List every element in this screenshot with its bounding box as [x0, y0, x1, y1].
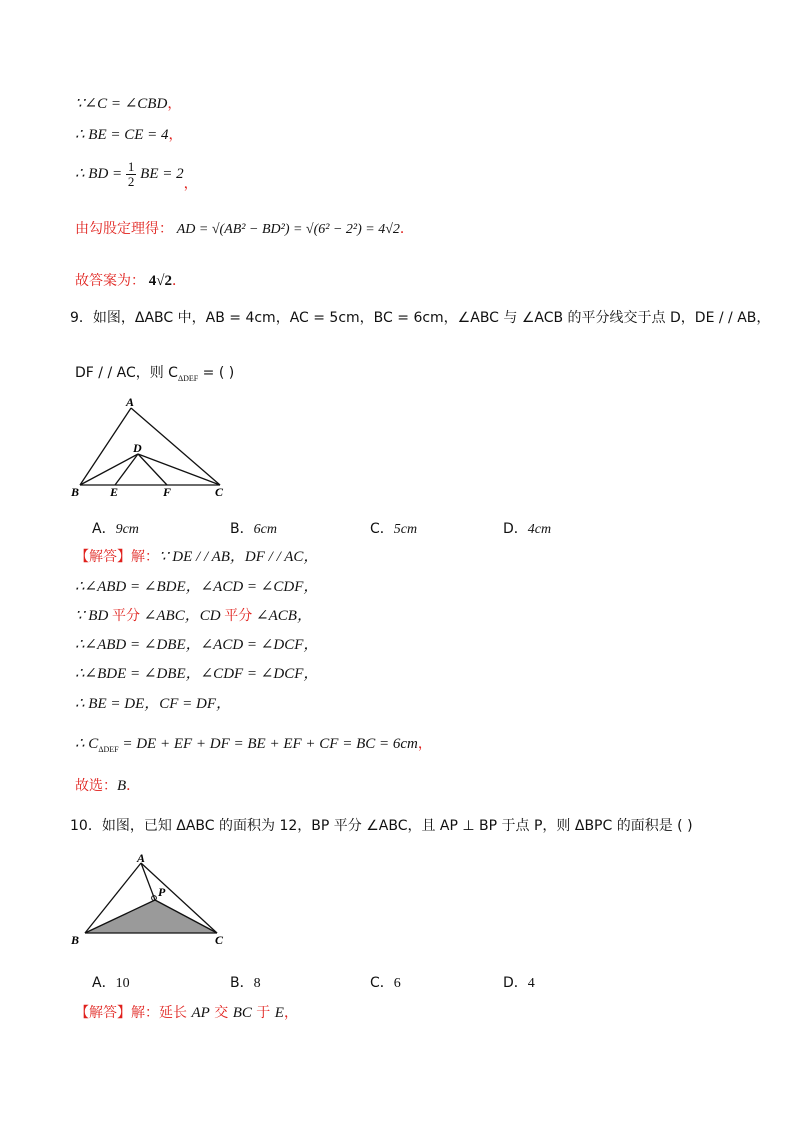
label-a: A	[126, 395, 135, 409]
proof-line-5	[75, 270, 186, 292]
proof-line-3-pre: ∴ BD =	[75, 165, 123, 182]
q9-solution-line-6	[75, 693, 231, 715]
q9-choose-line	[75, 775, 140, 797]
q9-stem-2	[75, 362, 234, 390]
pythagoras-expression: AD = √(AB² − BD²) = √(6² − 2²) = 4√2	[176, 222, 400, 237]
q9-solution-line-4	[75, 634, 318, 656]
q10-option-c[interactable]	[370, 972, 401, 992]
q10-solution-1a: 延长	[159, 1005, 192, 1021]
q9-choose-value: B	[117, 778, 127, 794]
label-e: E	[110, 485, 119, 499]
q10-option-d[interactable]	[503, 972, 535, 992]
label-p: P	[158, 885, 166, 899]
q10-solution-1f: E	[274, 1005, 284, 1021]
q9-solution-text-3e: ∠ACB，	[252, 608, 312, 624]
q9-solution-text-6: ∴ BE = DE，CF = DF，	[75, 696, 232, 712]
answer-expression: 4√2	[148, 273, 172, 289]
q9-solution-text-4: ∴∠ABD = ∠DBE，∠ACD = ∠DCF，	[75, 637, 319, 653]
proof-line-3	[75, 159, 198, 192]
pythagoras-label: 由勾股定理得：	[75, 221, 173, 237]
label-b: B	[71, 485, 80, 499]
q10-triangle-figure	[65, 850, 245, 950]
fraction-denominator: 2	[127, 174, 135, 189]
q9-solution-text-7-sub: ΔDEF	[98, 745, 119, 754]
q9-option-c[interactable]	[370, 518, 417, 538]
q9-stem	[70, 307, 770, 329]
q9-solution-text-7-punct: ，	[417, 736, 432, 752]
q9-option-d[interactable]	[503, 518, 551, 538]
q9-solution-text-3d: 平分	[224, 608, 253, 624]
label-b: B	[71, 933, 80, 947]
q10-option-b[interactable]	[230, 972, 261, 992]
q9-option-d-value: 4cm	[527, 522, 552, 537]
q9-answer-jie: 解：	[131, 549, 159, 565]
q9-solution-text-1: ∵ DE / / AB，DF / / AC，	[159, 549, 319, 565]
q10-solution-1e: 于	[251, 1005, 275, 1021]
proof-line-1-text: ∵∠C = ∠CBD	[75, 96, 168, 112]
q10-solution-1c: 交	[209, 1005, 233, 1021]
fraction-numerator: 1	[127, 159, 135, 174]
q10-option-d-value: 4	[527, 976, 535, 991]
q9-stem2-tail: = ( )	[198, 365, 235, 381]
q10-solution-1d: BC	[232, 1005, 252, 1021]
q9-solution-line-3	[75, 605, 312, 627]
q10-option-a-value: 10	[115, 976, 130, 991]
proof-line-3-post: BE = 2	[140, 165, 184, 182]
q9-option-c-letter: C．	[370, 521, 394, 537]
label-a: A	[137, 851, 146, 865]
q10-answer-tag: 【解答】	[75, 1005, 131, 1021]
q9-answer-tag: 【解答】	[75, 549, 131, 565]
segment-bd	[80, 454, 138, 485]
proof-line-1	[75, 93, 181, 115]
q10-option-c-letter: C．	[370, 975, 394, 991]
q9-solution-text-3b: 平分	[112, 608, 141, 624]
q10-solution-line-1	[75, 1002, 298, 1024]
segment-de	[115, 454, 138, 485]
q10-option-a-letter: A．	[92, 975, 116, 991]
q9-solution-text-3a: ∵ BD	[75, 608, 113, 624]
proof-line-2-punct: ，	[168, 127, 183, 143]
label-c: C	[215, 933, 224, 947]
q10-option-a[interactable]	[92, 972, 130, 992]
q9-choose-punct: ．	[126, 778, 141, 794]
segment-df	[138, 454, 167, 485]
proof-line-2	[75, 124, 183, 146]
q9-solution-line-7	[75, 733, 432, 761]
q9-option-b-value: 6cm	[253, 522, 277, 537]
label-f: F	[163, 485, 172, 499]
q9-stem2-sub: ΔDEF	[177, 374, 199, 383]
q9-solution-line-2	[75, 576, 318, 598]
label-d: D	[133, 441, 142, 455]
q9-solution-text-2: ∴∠ABD = ∠BDE，∠ACD = ∠CDF，	[75, 579, 319, 595]
q10-solution-1b: AP	[191, 1005, 210, 1021]
q9-solution-text-3c: ∠ABC，CD	[140, 608, 225, 624]
label-c: C	[215, 485, 224, 499]
q9-option-a-letter: A．	[92, 521, 116, 537]
shaded-triangle-bpc	[85, 900, 217, 933]
q9-option-b-letter: B．	[230, 521, 254, 537]
proof-line-1-punct: ，	[167, 96, 182, 112]
q10-answer-jie: 解：	[131, 1005, 159, 1021]
q9-option-b[interactable]	[230, 518, 277, 538]
q10-option-b-value: 8	[253, 976, 261, 991]
q9-option-d-letter: D．	[503, 521, 528, 537]
proof-line-4-punct: ．	[399, 221, 414, 237]
q10-option-b-letter: B．	[230, 975, 254, 991]
fraction-one-half	[126, 160, 137, 189]
answer-label: 故答案为：	[75, 273, 145, 289]
q10-option-c-value: 6	[393, 976, 401, 991]
q9-option-a-value: 9cm	[115, 522, 139, 537]
q9-solution-text-7b: = DE + EF + DF = BE + EF + CF = BC = 6cm	[118, 736, 418, 752]
segment-cd	[138, 454, 220, 485]
proof-line-3-punct: ，	[183, 175, 198, 192]
proof-line-5-punct: ．	[171, 273, 186, 289]
q9-stem-text: 9．如图，ΔABC 中，AB = 4cm，AC = 5cm，BC = 6cm，∠ABC 与 ∠ACB 的平分线交于点 D，DE / / AB，	[70, 310, 771, 326]
q10-solution-1g: ，	[283, 1005, 298, 1021]
q10-stem	[70, 815, 693, 837]
q9-option-c-value: 5cm	[393, 522, 418, 537]
q9-solution-text-7a: ∴ C	[75, 736, 99, 752]
q9-option-a[interactable]	[92, 518, 139, 538]
q10-option-d-letter: D．	[503, 975, 528, 991]
q9-stem2-text: DF / / AC，则 C	[75, 365, 178, 381]
segment-ap	[141, 863, 155, 900]
q10-stem-text: 10．如图，已知 ΔABC 的面积为 12，BP 平分 ∠ABC，且 AP ⊥ BP 于点 P，则 ΔBPC 的面积是 ( )	[70, 818, 693, 834]
q9-solution-line-5	[75, 663, 318, 685]
q9-triangle-figure	[65, 395, 245, 500]
segment-ac	[131, 408, 220, 485]
q9-choose-label: 故选：	[75, 778, 117, 794]
proof-line-4	[75, 218, 414, 241]
q9-solution-text-5: ∴∠BDE = ∠DBE，∠CDF = ∠DCF，	[75, 666, 319, 682]
proof-line-2-text: ∴ BE = CE = 4	[75, 127, 169, 143]
q9-solution-line-1	[75, 546, 318, 568]
